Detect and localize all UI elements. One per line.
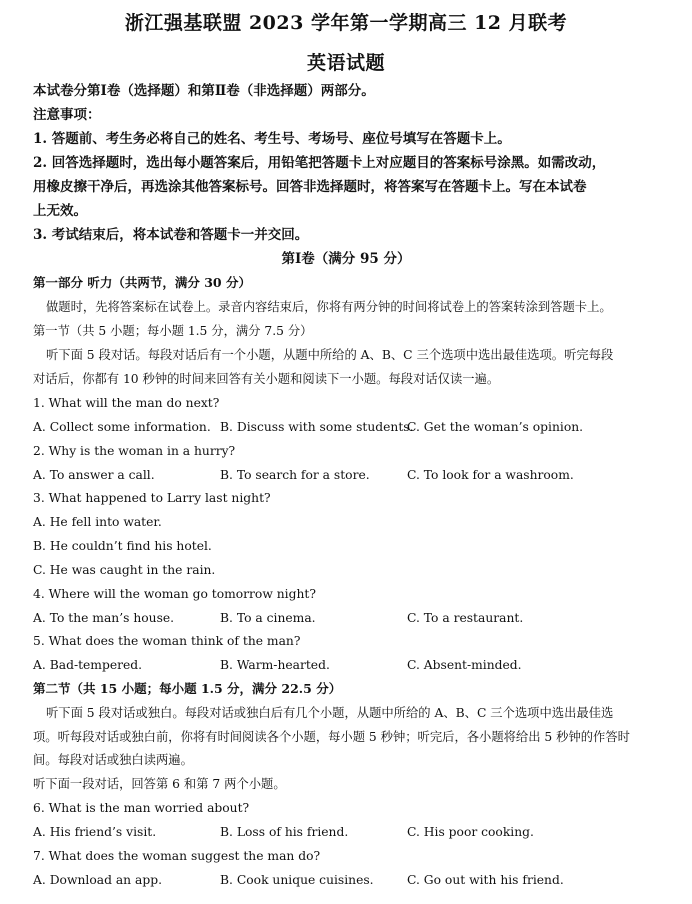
notice-item-3: 3. 考试结束后，将本试卷和答题卡一并交回。: [33, 227, 309, 243]
notice-item-1: 1. 答题前、考生务必将自己的姓名、考生号、考场号、座位号填写在答题卡上。: [33, 131, 511, 147]
option-b: B. Discuss with some students.: [220, 420, 414, 434]
volume-title: 第Ⅰ卷（满分 95 分）: [281, 251, 411, 267]
option-a: A. To the man’s house.: [33, 611, 175, 625]
section1-heading: 第一节（共 5 小题；每小题 1.5 分，满分 7.5 分）: [33, 324, 313, 338]
option-c: C. To look for a washroom.: [407, 468, 574, 482]
part1-heading: 第一部分 听力（共两节，满分 30 分）: [33, 275, 251, 290]
option-a: A. Collect some information.: [33, 420, 211, 434]
notice-item-2-line-1: 2. 回答选择题时，选出每小题答案后，用铅笔把答题卡上对应题目的答案标号涂黑。如需改动，: [33, 155, 606, 171]
instructions-intro: 本试卷分第Ⅰ卷（选择题）和第Ⅱ卷（非选择题）两部分。: [33, 83, 375, 99]
option-c: C. Absent-minded.: [407, 658, 522, 672]
option-c: C. To a restaurant.: [407, 611, 524, 625]
question-2: 2. Why is the woman in a hurry?: [33, 444, 236, 458]
part1-desc: 做题时，先将答案标在试卷上。录音内容结束后，你将有两分钟的时间将试卷上的答案转涂到答题卡上。: [46, 300, 612, 314]
option-c: C. His poor cooking.: [407, 825, 534, 839]
section1-desc-line-1: 听下面 5 段对话。每段对话后有一个小题，从题中所给的 A、B、C 三个选项中选出最佳选项。听完每段: [46, 348, 614, 362]
question-6: 6. What is the man worried about?: [33, 801, 250, 815]
option-b: B. To a cinema.: [220, 611, 316, 625]
question-3-option-c: C. He was caught in the rain.: [33, 563, 216, 577]
question-3: 3. What happened to Larry last night?: [33, 491, 271, 505]
section2-desc-line-2: 项。听每段对话或独白前，你将有时间阅读各个小题，每小题 5 秒钟；听完后，各小题将给出 5 秒钟的作答时: [33, 730, 630, 744]
option-b: B. Warm-hearted.: [220, 658, 330, 672]
question-4: 4. Where will the woman go tomorrow night?: [33, 587, 316, 601]
notice-item-2-line-2: 用橡皮擦干净后，再选涂其他答案标号。回答非选择题时，将答案写在答题卡上。写在本试卷: [33, 179, 587, 195]
option-b: B. Cook unique cuisines.: [220, 873, 374, 887]
exam-title: 浙江强基联盟 2023 学年第一学期高三 12 月联考: [124, 12, 568, 34]
question-5: 5. What does the woman think of the man?: [33, 634, 301, 648]
exam-subtitle: 英语试题: [306, 52, 385, 74]
notice-label: 注意事项：: [33, 107, 101, 123]
option-a: A. Download an app.: [33, 873, 162, 887]
notice-item-2-line-3: 上无效。: [33, 203, 87, 219]
section2-desc-line-3: 间。每段对话或独白读两遍。: [33, 753, 193, 767]
question-7: 7. What does the woman suggest the man do?: [33, 849, 321, 863]
option-a: A. His friend’s visit.: [33, 825, 157, 839]
question-3-option-a: A. He fell into water.: [33, 515, 162, 529]
question-1: 1. What will the man do next?: [33, 396, 220, 410]
option-a: A. Bad-tempered.: [33, 658, 143, 672]
option-c: C. Get the woman’s opinion.: [407, 420, 584, 434]
option-b: B. To search for a store.: [220, 468, 370, 482]
option-a: A. To answer a call.: [33, 468, 155, 482]
option-b: B. Loss of his friend.: [220, 825, 349, 839]
section2-heading: 第二节（共 15 小题；每小题 1.5 分，满分 22.5 分）: [33, 681, 342, 696]
group-intro: 听下面一段对话，回答第 6 和第 7 两个小题。: [33, 777, 286, 791]
section1-desc-line-2: 对话后，你都有 10 秒钟的时间来回答有关小题和阅读下一小题。每段对话仅读一遍。: [33, 372, 500, 386]
option-c: C. Go out with his friend.: [407, 873, 564, 887]
question-3-option-b: B. He couldn’t find his hotel.: [33, 539, 212, 553]
section2-desc-line-1: 听下面 5 段对话或独白。每段对话或独白后有几个小题，从题中所给的 A、B、C 三个选项中选出最佳选: [46, 706, 614, 720]
